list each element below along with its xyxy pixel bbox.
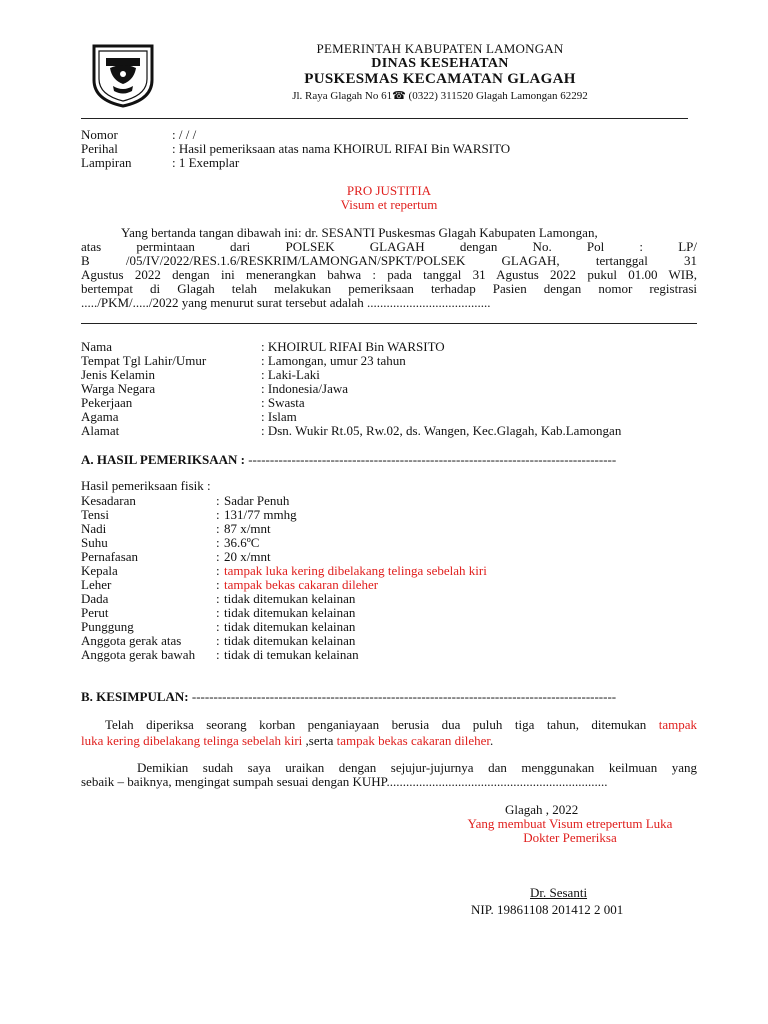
letterhead-divider (81, 118, 688, 119)
patient-field-value: : Dsn. Wukir Rt.05, Rw.02, ds. Wangen, Kec.Glagah, Kab.Lamongan (261, 423, 622, 438)
meta-label: Nomor (81, 127, 118, 142)
exam-subheading: Hasil pemeriksaan fisik : (81, 478, 211, 493)
patient-field-value: : Swasta (261, 395, 305, 410)
patient-field-label: Alamat (81, 423, 120, 438)
patient-field-label: Jenis Kelamin (81, 367, 156, 382)
patient-field-label: Warga Negara (81, 381, 156, 396)
finding-value: 20 x/mnt (224, 549, 271, 564)
signature-nip: NIP. 19861108 201412 2 001 (471, 902, 624, 917)
finding-value: tampak bekas cakaran dileher (224, 577, 379, 592)
finding-label: Dada (81, 591, 109, 606)
conclusion-highlight: tampak (658, 717, 697, 732)
intro-line: bertempat di Glagah telah melakukan pemeriksaan terhadap Pasien dengan nomor registrasi (81, 281, 697, 296)
finding-label: Anggota gerak bawah (81, 647, 196, 662)
letterhead-agency: DINAS KESEHATAN (371, 56, 509, 71)
section-a-dashes: ------------------------------------------------------------------------------------- (248, 452, 617, 467)
patient-field-value: : Indonesia/Jawa (261, 381, 349, 396)
finding-separator: : (216, 563, 220, 578)
finding-separator: : (216, 521, 220, 536)
conclusion-highlight: tampak bekas cakaran dileher (336, 733, 490, 748)
finding-value: Sadar Penuh (224, 493, 290, 508)
patient-field-value: : Lamongan, umur 23 tahun (261, 353, 406, 368)
finding-value: tidak ditemukan kelainan (224, 605, 356, 620)
conclusion-text: ,serta (302, 733, 337, 748)
finding-separator: : (216, 647, 220, 662)
finding-separator: : (216, 605, 220, 620)
finding-value: tidak ditemukan kelainan (224, 619, 356, 634)
section-a-heading: A. HASIL PEMERIKSAAN : (81, 452, 245, 467)
meta-value: : 1 Exemplar (172, 155, 240, 170)
intro-line: B /05/IV/2022/RES.1.6/RESKRIM/LAMONGAN/SPKT/POLSEK GLAGAH, tertanggal 31 (81, 253, 697, 268)
finding-separator: : (216, 493, 220, 508)
finding-label: Suhu (81, 535, 108, 550)
signature-role-1: Yang membuat Visum etrepertum Luka (467, 816, 673, 831)
conclusion-line-2 (81, 734, 493, 748)
intro-line: Yang bertanda tangan dibawah ini: dr. SESANTI Puskesmas Glagah Kabupaten Lamongan, (121, 225, 598, 240)
regency-crest-emblem-icon (88, 40, 158, 110)
closing-line-1: Demikian sudah saya uraikan dengan sejujur-jujurnya dan menggunakan keilmuan yang (137, 760, 697, 775)
finding-separator: : (216, 577, 220, 592)
patient-field-label: Pekerjaan (81, 395, 133, 410)
conclusion-text: . (490, 733, 494, 748)
finding-separator: : (216, 507, 220, 522)
intro-line: atas permintaan dari POLSEK GLAGAH dengan No. Pol : LP/ (81, 239, 697, 254)
finding-value: 36.6ºC (224, 535, 260, 550)
finding-label: Tensi (81, 507, 109, 522)
meta-value: : Hasil pemeriksaan atas nama KHOIRUL RIFAI Bin WARSITO (172, 141, 511, 156)
intro-line: ...../PKM/...../2022 yang menurut surat tersebut adalah ...................................... (81, 295, 491, 310)
meta-value: : / / / (172, 127, 197, 142)
conclusion-highlight: luka kering dibelakang telinga sebelah kiri (81, 733, 303, 748)
letterhead-address: Jl. Raya Glagah No 61☎ (0322) 311520 Glagah Lamongan 62292 (292, 90, 588, 102)
signature-place-date: Glagah , 2022 (505, 802, 579, 817)
finding-value: tidak ditemukan kelainan (224, 591, 356, 606)
finding-value: 87 x/mnt (224, 521, 271, 536)
finding-label: Perut (81, 605, 109, 620)
meta-label: Lampiran (81, 155, 132, 170)
letterhead-government: PEMERINTAH KABUPATEN LAMONGAN (316, 41, 564, 56)
patient-field-label: Agama (81, 409, 119, 424)
finding-label: Punggung (81, 619, 134, 634)
section-divider (81, 323, 697, 324)
finding-label: Kepala (81, 563, 118, 578)
section-a-heading-row (81, 453, 616, 467)
finding-separator: : (216, 633, 220, 648)
patient-field-value: : Laki-Laki (261, 367, 320, 382)
document-title: PRO JUSTITIA (346, 183, 432, 198)
finding-value: tidak ditemukan kelainan (224, 633, 356, 648)
finding-value: tampak luka kering dibelakang telinga sebelah kiri (224, 563, 487, 578)
finding-label: Leher (81, 577, 112, 592)
finding-label: Pernafasan (81, 549, 139, 564)
finding-value: 131/77 mmhg (224, 507, 297, 522)
patient-field-value: : Islam (261, 409, 297, 424)
conclusion-text: Telah diperiksa seorang korban penganiayaan berusia dua puluh tiga tahun, ditemukan (105, 717, 659, 732)
finding-separator: : (216, 619, 220, 634)
meta-label: Perihal (81, 141, 118, 156)
finding-label: Anggota gerak atas (81, 633, 182, 648)
finding-label: Nadi (81, 521, 107, 536)
patient-field-value: : KHOIRUL RIFAI Bin WARSITO (261, 339, 445, 354)
closing-line-2: sebaik – baiknya, mengingat sumpah sesuai dengan KUHP.................................................................... (81, 774, 608, 789)
intro-line: Agustus 2022 dengan ini menerangkan bahwa : pada tanggal 31 Agustus 2022 pukul 01.00 WIB, (81, 267, 697, 282)
patient-field-label: Nama (81, 339, 113, 354)
section-b-heading-row (81, 690, 616, 704)
patient-field-label: Tempat Tgl Lahir/Umur (81, 353, 207, 368)
finding-label: Kesadaran (81, 493, 136, 508)
section-b-heading: B. KESIMPULAN: (81, 689, 189, 704)
finding-separator: : (216, 535, 220, 550)
finding-separator: : (216, 591, 220, 606)
conclusion-line-1 (81, 718, 697, 732)
signature-role-2: Dokter Pemeriksa (523, 830, 617, 845)
document-subtitle: Visum et repertum (340, 197, 438, 212)
finding-separator: : (216, 549, 220, 564)
section-b-dashes: -------------------------------------------------------------------------------------------------- (191, 689, 617, 704)
finding-value: tidak di temukan kelainan (224, 647, 359, 662)
signature-name: Dr. Sesanti (530, 885, 588, 900)
letterhead-institution: PUSKESMAS KECAMATAN GLAGAH (304, 71, 576, 87)
